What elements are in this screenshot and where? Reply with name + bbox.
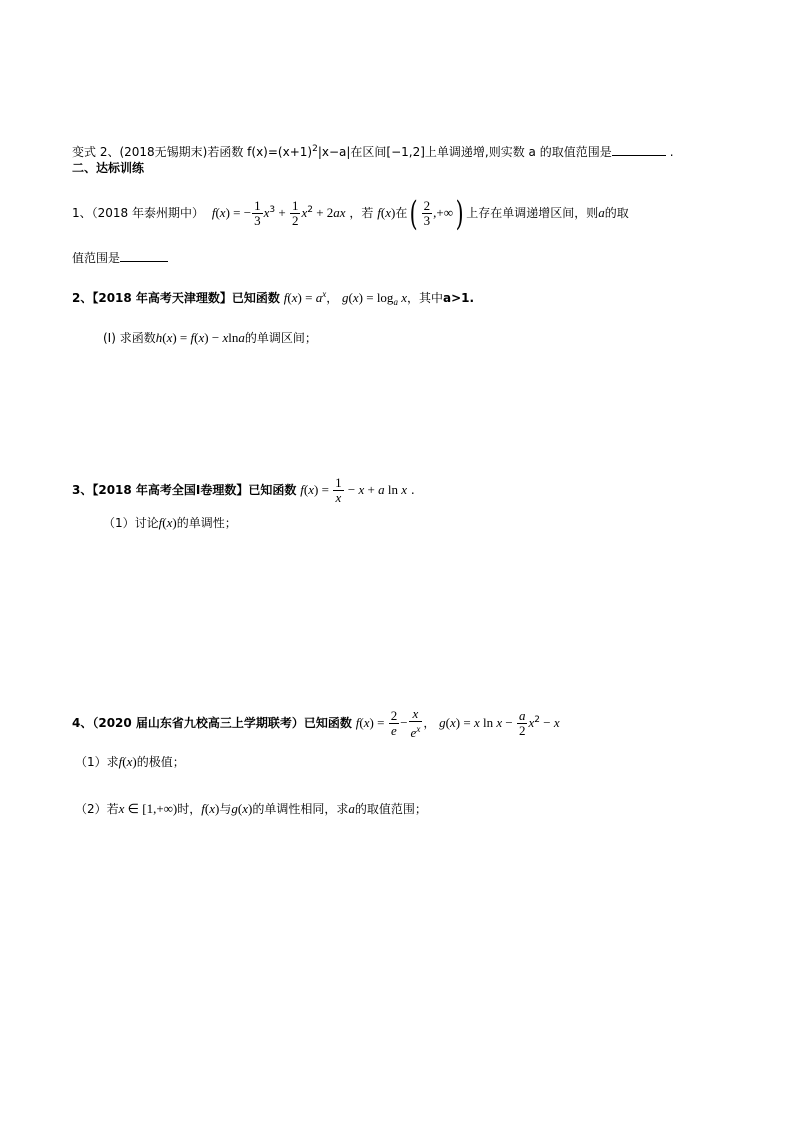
question-3-part-1	[103, 515, 237, 531]
variant-2-text: 变式 2、(2018无锡期末)若函数 f(x)=(x+1)	[72, 145, 313, 159]
question-4-part-1	[75, 754, 185, 770]
question-2-part-1-pre: (I) 求函数	[103, 331, 156, 345]
variant-2-exponent: 2	[312, 144, 318, 154]
question-1-tail: 的取	[604, 206, 629, 220]
question-3-function: f(x) = $\frac{1}{x}$ − x + a ln x	[300, 475, 408, 505]
question-1-fx: f(x)	[377, 205, 396, 220]
question-1: 1、（2018 年泰州期中） f(x) = − $\frac{1}{3}$ $x^3$ + $\frac{1}{2}$ $x^2 + 2ax$ ，若 f(x)在( $\frac{2}{3}$ ,+∞) 上存在单调递增区间，则a的取	[72, 193, 629, 234]
question-3-part-1-pre: （1）讨论	[103, 516, 159, 530]
question-4-part-2-fx: f(x)	[201, 801, 220, 816]
question-3-part-1-formula: f(x)	[158, 515, 177, 530]
question-4-label: 4、（2020 届山东省九校高三上学期联考）已知函数	[72, 716, 352, 730]
question-4-part-2-pre: （2）若	[75, 802, 119, 816]
question-4-part-1-pre: （1）求	[75, 755, 119, 769]
question-3-label: 3、【2018 年高考全国Ⅰ卷理数】已知函数	[72, 483, 297, 497]
question-4-function-f: f(x) = $\frac{2}{e}$ − $\frac{x}{e^x}$	[355, 706, 421, 740]
question-2-part-1-post: 的单调区间；	[244, 331, 317, 345]
answer-blank-q1[interactable]	[120, 249, 168, 262]
question-3-part-1-post: 的单调性；	[176, 516, 237, 530]
question-4-part-2-a: a	[348, 801, 355, 816]
question-3	[72, 470, 415, 510]
question-1-interval: $\frac{2}{3}$ ,+∞	[423, 198, 453, 228]
question-2-part-1	[103, 330, 317, 346]
question-4-part-2-post: 的取值范围；	[354, 802, 427, 816]
question-1-text-b: 上存在单调递增区间，则	[466, 206, 599, 220]
question-4-part-2-mid3: 的单调性相同，求	[252, 802, 349, 816]
question-4-part-2-mid2: 与	[219, 802, 232, 816]
question-2-condition: a>1.	[442, 291, 475, 305]
question-4: 4、（2020 届山东省九校高三上学期联考）已知函数 f(x) = $\frac{2}{e}$ − $\frac{x}{e^x}$ ， g(x) = x ln x − $\frac{a}{2}$ $x^2 - x$	[72, 706, 560, 740]
question-2-tail: ，其中	[406, 291, 443, 305]
question-4-function-g: g(x) = x ln x − $\frac{a}{2}$ $x^2 - x$	[439, 708, 560, 738]
question-4-part-2-condition: x ∈ [1,+∞)	[118, 801, 178, 816]
question-1-line-2	[72, 249, 168, 266]
question-2-function-f: $f(x) = a^x$	[283, 289, 327, 305]
question-3-end: .	[410, 483, 415, 497]
question-1-range-text: 值范围是	[72, 251, 121, 265]
question-2-label: 2、【2018 年高考天津理数】已知函数	[72, 291, 280, 305]
variant-2-question	[72, 141, 674, 160]
section-heading: 二、达标训练	[72, 161, 145, 175]
answer-blank[interactable]	[612, 143, 666, 156]
question-1-label: 1、（2018 年泰州期中）	[72, 206, 204, 220]
question-1-text-a: ，若	[349, 206, 374, 220]
question-4-part-2	[75, 801, 427, 817]
question-4-part-1-post: 的极值；	[136, 755, 185, 769]
question-1-function: f(x) = − $\frac{1}{3}$ $x^3$ + $\frac{1}{2}$ $x^2 + 2ax$	[211, 198, 346, 228]
question-2-function-g: $g(x) = \log_a x$	[342, 290, 407, 307]
question-4-part-2-mid1: 时，	[177, 802, 202, 816]
question-4-part-1-formula: f(x)	[118, 754, 137, 769]
variant-2-end: .	[669, 145, 674, 159]
question-2-part-1-formula: h(x) = f(x) − xlna	[155, 330, 245, 345]
variant-2-text-cont: |x−a|在区间[−1,2]上单调递增,则实数 a 的取值范围是	[317, 145, 612, 159]
question-2: 2、【2018 年高考天津理数】已知函数 $f(x) = a^x$， $g(x) = \log_a x$，其中a>1.	[72, 289, 475, 307]
question-4-part-2-gx: g(x)	[231, 801, 253, 816]
